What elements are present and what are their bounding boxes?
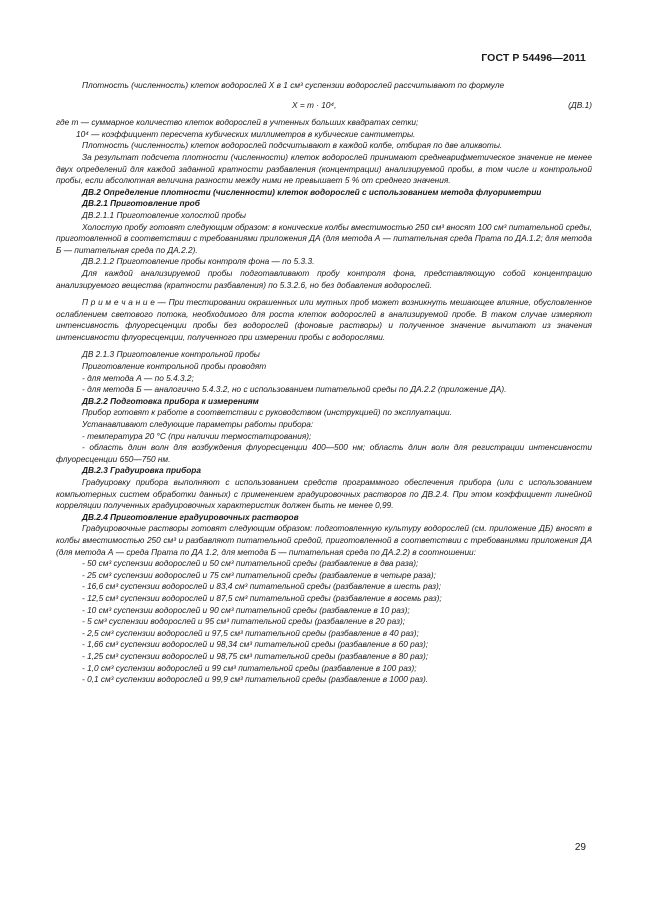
paragraph: - 0,1 см³ суспензии водорослей и 99,9 см³ питательной среды (разбавление в 1000 раз). [82, 674, 429, 685]
paragraph: - 10 см³ суспензии водорослей и 90 см³ питательной среды (разбавление в 10 раз); [82, 604, 410, 615]
paragraph: - 12,5 см³ суспензии водорослей и 87,5 см³ питательной среды (разбавление в восемь раз); [82, 592, 442, 603]
section-heading: ДВ.2.4 Приготовление градуировочных растворов [82, 511, 299, 522]
paragraph: П р и м е ч а н и е — При тестировании окрашенных или мутных проб может возникнуть мешающее влияние, обусловленное ослаблением светового потока, необходимого для роста клеток водорослей в анализируемой пробе. В таком случае измеряют интенсивность флуоресценции пробы без водорослей (фоновые растворы) и полученное значение вычитают из значения интенсивности флуоресценции, полученного при измерении пробы с водорослями. [56, 297, 592, 342]
section-heading: ДВ.2.1 Приготовление проб [82, 198, 200, 209]
paragraph: ДВ.2.1.1 Приготовление холостой пробы [82, 209, 247, 220]
paragraph: Плотность (численность) клеток водорослей подсчитывают в каждой колбе, отбирая по две аликвоты. [82, 140, 503, 151]
paragraph: Холостую пробу готовят следующим образом: в конические колбы вместимостью 250 см³ вносят 100 см³ питательной среды, приготовленной в соответствии с требованиями приложения ДА (для метода А — питательная среда Прата по ДА.1.2; для метода Б — питательная среда по ДА.2.2). [56, 221, 592, 255]
paragraph: - для метода Б — аналогично 5.4.3.2, но с использованием питательной среды по ДА.2.2 (приложение ДА). [82, 384, 507, 395]
paragraph: ДВ 2.1.3 Приготовление контрольной пробы [82, 349, 260, 360]
standard-header: ГОСТ Р 54496—2011 [481, 52, 586, 64]
section-heading: ДВ.2.2 Подготовка прибора к измерениям [82, 395, 259, 406]
paragraph: - температура 20 °С (при наличии термостатирования); [82, 430, 312, 441]
document-body [56, 80, 592, 686]
paragraph: - область длин волн для возбуждения флуоресценции 400—500 нм; область длин волн для регистрации интенсивности флуоресценции 650—750 нм. [56, 442, 592, 464]
paragraph: где m — суммарное количество клеток водорослей в учтенных больших квадратах сетки; [56, 117, 419, 128]
paragraph: - 50 см³ суспензии водорослей и 50 см³ питательной среды (разбавление в два раза); [82, 558, 419, 569]
paragraph: Приготовление контрольной пробы проводят [82, 361, 267, 372]
paragraph: Плотность (численность) клеток водорослей X в 1 см³ суспензии водорослей рассчитывают по формуле [82, 80, 505, 90]
paragraph: Для каждой анализируемой пробы подготавливают пробу контроля фона, представляющую собой концентрацию анализируемого вещества (кратности разбавления) по 5.3.2.6, но без добавления водорослей. [56, 267, 592, 290]
paragraph: Градуировку прибора выполняют с использованием средств программного обеспечения прибора (или с использованием компьютерных систем обработки данных) с применением градуировочных растворов по ДВ.2.4. При этом коэффициент линейной корреляции полученных градуировочных характеристик должен быть не менее 0,99. [56, 477, 592, 511]
paragraph: За результат подсчета плотности (численности) клеток водорослей принимают среднеарифметическое значение не менее двух определений для каждой заданной кратности разбавления (концентрации) анализируемой пробы, в том числе и контрольной пробы, если абсолютная величина разности между ними не превышает 5 % от среднего значения. [56, 151, 592, 186]
paragraph: - 1,0 см³ суспензии водорослей и 99 см³ питательной среды (разбавление в 100 раз); [82, 662, 417, 673]
paragraph: - для метода А — по 5.4.3.2; [82, 372, 194, 383]
page-number: 29 [574, 842, 586, 853]
paragraph: - 2,5 см³ суспензии водорослей и 97,5 см³ питательной среды (разбавление в 40 раз); [82, 627, 419, 638]
paragraph: Градуировочные растворы готовят следующим образом: подготовленную культуру водорослей (см. приложение ДБ) вносят в колбы вместимостью 250 см³ и разбавляют питательной средой, приготовленной в соответствии с требованиями приложения ДА (для метода А — среда Прата по ДА 1.2, для метода Б — питательная среда по ДА.2.2) в соотношении: [56, 523, 592, 557]
paragraph: - 16,6 см³ суспензии водорослей и 83,4 см³ питательной среды (разбавление в шесть раз); [82, 581, 442, 592]
paragraph: Устанавливают следующие параметры работы прибора: [82, 419, 314, 430]
paragraph: - 5 см³ суспензии водорослей и 95 см³ питательной среды (разбавление в 20 раз); [82, 616, 406, 627]
paragraph: ДВ.2.1.2 Приготовление пробы контроля фона — по 5.3.3. [82, 256, 315, 267]
formula-number: (ДВ.1) [568, 99, 592, 110]
paragraph: - 25 см³ суспензии водорослей и 75 см³ питательной среды (разбавление в четыре раза); [82, 569, 436, 580]
section-heading: ДВ.2.3 Градуировка прибора [82, 465, 201, 476]
formula-row [56, 100, 592, 112]
paragraph: - 1,25 см³ суспензии водорослей и 98,75 см³ питательной среды (разбавление в 80 раз); [82, 650, 429, 661]
formula-text: X = m · 10⁴, [292, 99, 337, 110]
paragraph: Прибор готовят к работе в соответствии с руководством (инструкцией) по эксплуатации. [82, 407, 452, 418]
section-heading: ДВ.2 Определение плотности (численности) клеток водорослей с использованием метода флуориметрии [82, 186, 542, 197]
paragraph: 10⁴ — коэффициент пересчета кубических миллиметров в кубические сантиметры. [76, 128, 416, 139]
paragraph: - 1,66 см³ суспензии водорослей и 98,34 см³ питательной среды (разбавление в 60 раз); [82, 639, 429, 650]
